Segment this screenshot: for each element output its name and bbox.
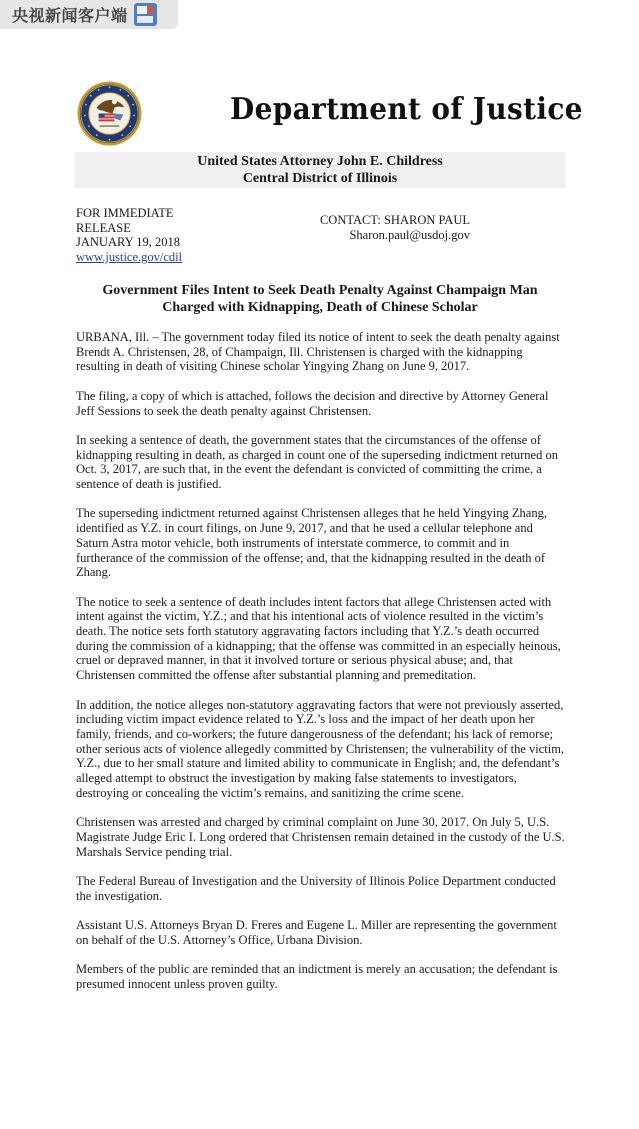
- watermark-app-name: 央视新闻客户端: [12, 6, 128, 25]
- release-info: [76, 206, 182, 265]
- contact-name: CONTACT: SHARON PAUL: [319, 213, 470, 227]
- release-label-line1: FOR IMMEDIATE: [76, 206, 174, 220]
- body-paragraph: The Federal Bureau of Investigation and the University of Illinois Police Department conducted the investigation.: [76, 873, 556, 903]
- body-paragraph: In seeking a sentence of death, the government states that the circumstances of the offense of kidnapping resulting in death, as charged in count one of the superseding indictment returned on Oct. 3, 2017, are such that, in the event the defendant is convicted of committing the crime, a sentence of death is justified.: [76, 432, 558, 491]
- headline-line2: Charged with Kidnapping, Death of Chinese Scholar: [162, 300, 478, 315]
- contact-info: [319, 213, 470, 243]
- body-paragraph: URBANA, Ill. – The government today filed its notice of intent to seek the death penalty against Brendt A. Christensen, 28, of Champaign, Ill. Christensen is charged with the kidnapping resulting in death of visiting Chinese scholar Yingying Zhang on June 9, 2017.: [76, 330, 560, 374]
- cctv-news-badge-icon: [134, 3, 157, 26]
- body-paragraph: Members of the public are reminded that an indictment is merely an accusation; the defendant is presumed innocent unless proven guilty.: [76, 962, 558, 991]
- body-paragraph: Christensen was arrested and charged by criminal complaint on June 30, 2017. On July 5, U.S. Magistrate Judge Eric I. Long ordered that Christensen remain detained in the custody of the U.S. Marshals Service pending trial.: [76, 815, 565, 859]
- department-of-justice-wordmark: Department of Justice: [230, 92, 583, 127]
- us-attorney-name: United States Attorney John E. Childress: [197, 154, 443, 169]
- justice-website-link[interactable]: www.justice.gov/cdil: [76, 250, 183, 265]
- release-label-line2: RELEASE: [76, 220, 131, 235]
- body-paragraph: The superseding indictment returned against Christensen alleges that he held Yingying Zhang, identified as Y.Z. in court filings, on June 9, 2017, and that he used a cellular telephone and Saturn Astra motor vehicle, both instruments of interstate commerce, to commit and in furtherance of the commission of the offense; and, that the kidnapping resulted in the death of Zhang.: [76, 506, 547, 580]
- contact-email: Sharon.paul@usdoj.gov: [349, 228, 470, 242]
- press-release-headline: [75, 282, 565, 316]
- release-date: JANUARY 19, 2018: [76, 235, 181, 250]
- body-paragraph: The filing, a copy of which is attached, follows the decision and directive by Attorney General Jeff Sessions to seek the death penalty against Christensen.: [76, 388, 549, 418]
- department-of-justice-seal-icon: [77, 81, 142, 146]
- press-release-body: [76, 330, 568, 1006]
- body-paragraph: Assistant U.S. Attorneys Bryan D. Freres and Eugene L. Miller are representing the government on behalf of the U.S. Attorney’s Office, Urbana Division.: [76, 918, 557, 947]
- body-paragraph: The notice to seek a sentence of death includes intent factors that allege Christensen acted with intent against the victim, Y.Z.; and that his intentional acts of violence resulted in the victim’s death. The notice sets forth statutory aggravating factors including that Y.Z.’s death occurred during the commission of a kidnapping; that the offense was committed in an especially heinous, cruel or depraved manner, in that it involved torture or serious physical abuse; and, that Christensen committed the offense after substantial planning and premeditation.: [76, 594, 561, 683]
- office-header: [75, 152, 565, 188]
- district-name: Central District of Illinois: [242, 171, 398, 186]
- headline-line1: Government Files Intent to Seek Death Penalty Against Champaign Man: [102, 283, 538, 298]
- body-paragraph: In addition, the notice alleges non-statutory aggravating factors that were not previously asserted, including victim impact evidence related to Y.Z.’s loss and the impact of her death upon her family, friends, and co-workers; the future dangerousness of the defendant; his lack of remorse; other serious acts of violence allegedly committed by Christensen; the vulnerability of the victim, Y.Z., due to her small stature and limited ability to communicate in English; and, the defendant’s alleged attempt to obstruct the investigation by making false statements to investigators, destroying or concealing the victim’s remains, and sanitizing the crime scene.: [76, 697, 565, 800]
- app-watermark: [0, 0, 178, 29]
